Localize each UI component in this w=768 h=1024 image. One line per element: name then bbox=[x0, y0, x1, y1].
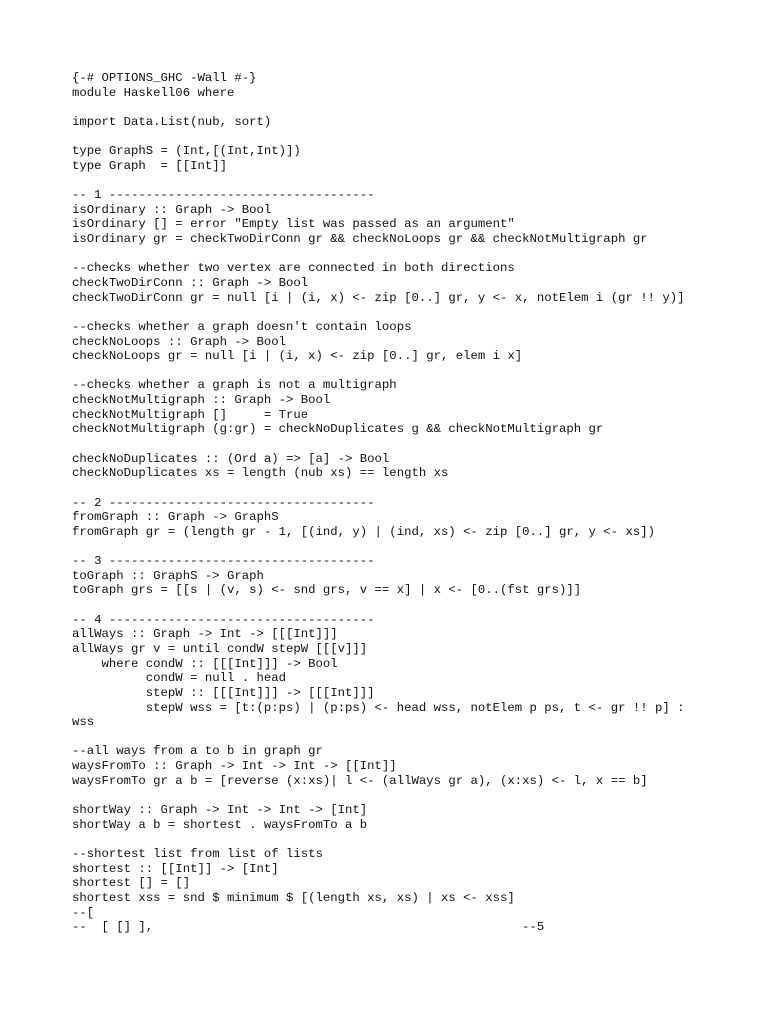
code-line: import Data.List(nub, sort) bbox=[72, 114, 272, 129]
code-line: checkTwoDirConn gr = null [i | (i, x) <- zip [0..] gr, y <- x, notElem i (gr !! y)] bbox=[72, 290, 685, 305]
blank-line bbox=[72, 832, 752, 847]
code-line: waysFromTo :: Graph -> Int -> Int -> [[Int]] bbox=[72, 759, 397, 774]
code-line: -- [ [] ], --5 bbox=[72, 920, 545, 935]
blank-line bbox=[72, 305, 752, 320]
code-line: checkTwoDirConn :: Graph -> Bool bbox=[72, 275, 309, 290]
code-line: checkNoDuplicates xs = length (nub xs) == length xs bbox=[72, 466, 449, 481]
code-listing bbox=[72, 71, 752, 935]
code-line: isOrdinary [] = error "Empty list was passed as an argument" bbox=[72, 217, 515, 232]
code-line: checkNoLoops gr = null [i | (i, x) <- zip [0..] gr, elem i x] bbox=[72, 349, 523, 364]
blank-line bbox=[72, 364, 752, 379]
code-line: shortWay a b = shortest . waysFromTo a b bbox=[72, 817, 368, 832]
code-line: -- 1 ------------------------------------ bbox=[72, 188, 375, 203]
code-line: isOrdinary gr = checkTwoDirConn gr && checkNoLoops gr && checkNotMultigraph gr bbox=[72, 232, 648, 247]
code-line: shortWay :: Graph -> Int -> Int -> [Int] bbox=[72, 803, 368, 818]
code-line: checkNotMultigraph [] = True bbox=[72, 407, 309, 422]
code-line: checkNotMultigraph :: Graph -> Bool bbox=[72, 393, 331, 408]
code-line: --checks whether a graph is not a multigraph bbox=[72, 378, 397, 393]
blank-line bbox=[72, 598, 752, 613]
code-line: --all ways from a to b in graph gr bbox=[72, 744, 323, 759]
code-line: shortest :: [[Int]] -> [Int] bbox=[72, 861, 279, 876]
code-line: fromGraph :: Graph -> GraphS bbox=[72, 510, 279, 525]
code-line: module Haskell06 where bbox=[72, 85, 235, 100]
blank-line bbox=[72, 788, 752, 803]
code-line: -- 3 ------------------------------------ bbox=[72, 554, 375, 569]
code-line: --shortest list from list of lists bbox=[72, 846, 323, 861]
code-line: --checks whether two vertex are connected in both directions bbox=[72, 261, 515, 276]
blank-line bbox=[72, 247, 752, 262]
code-line: type GraphS = (Int,[(Int,Int)]) bbox=[72, 144, 301, 159]
code-line: toGraph grs = [[s | (v, s) <- snd grs, v == x] | x <- [0..(fst grs)]] bbox=[72, 583, 582, 598]
code-line: condW = null . head bbox=[72, 671, 287, 686]
code-line: {-# OPTIONS_GHC -Wall #-} bbox=[72, 71, 257, 85]
blank-line bbox=[72, 540, 752, 555]
blank-line bbox=[72, 437, 752, 452]
code-line: type Graph = [[Int]] bbox=[72, 158, 227, 173]
code-line: allWays gr v = until condW stepW [[[v]]] bbox=[72, 641, 368, 656]
code-line: shortest [] = [] bbox=[72, 876, 191, 891]
code-line: checkNoDuplicates :: (Ord a) => [a] -> Bool bbox=[72, 451, 390, 466]
code-line: wss bbox=[72, 715, 95, 730]
blank-line bbox=[72, 130, 752, 145]
code-line: where condW :: [[[Int]]] -> Bool bbox=[72, 656, 338, 671]
code-line: allWays :: Graph -> Int -> [[[Int]]] bbox=[72, 627, 338, 642]
blank-line bbox=[72, 173, 752, 188]
code-line: --checks whether a graph doesn't contain loops bbox=[72, 319, 412, 334]
code-line: toGraph :: GraphS -> Graph bbox=[72, 568, 264, 583]
code-line: fromGraph gr = (length gr - 1, [(ind, y) | (ind, xs) <- zip [0..] gr, y <- xs]) bbox=[72, 524, 655, 539]
code-line: waysFromTo gr a b = [reverse (x:xs)| l <- (allWays gr a), (x:xs) <- l, x == b] bbox=[72, 773, 648, 788]
code-line: stepW :: [[[Int]]] -> [[[Int]]] bbox=[72, 685, 375, 700]
blank-line bbox=[72, 730, 752, 745]
code-line: checkNoLoops :: Graph -> Bool bbox=[72, 334, 287, 349]
code-line: -- 4 ------------------------------------ bbox=[72, 612, 375, 627]
code-line: stepW wss = [t:(p:ps) | (p:ps) <- head wss, notElem p ps, t <- gr !! p] : bbox=[72, 700, 685, 715]
code-line: shortest xss = snd $ minimum $ [(length xs, xs) | xs <- xss] bbox=[72, 890, 515, 905]
blank-line bbox=[72, 100, 752, 115]
code-line: isOrdinary :: Graph -> Bool bbox=[72, 202, 272, 217]
blank-line bbox=[72, 481, 752, 496]
code-line: --[ bbox=[72, 905, 95, 920]
code-line: -- 2 ------------------------------------ bbox=[72, 495, 375, 510]
code-line: checkNotMultigraph (g:gr) = checkNoDuplicates g && checkNotMultigraph gr bbox=[72, 422, 604, 437]
